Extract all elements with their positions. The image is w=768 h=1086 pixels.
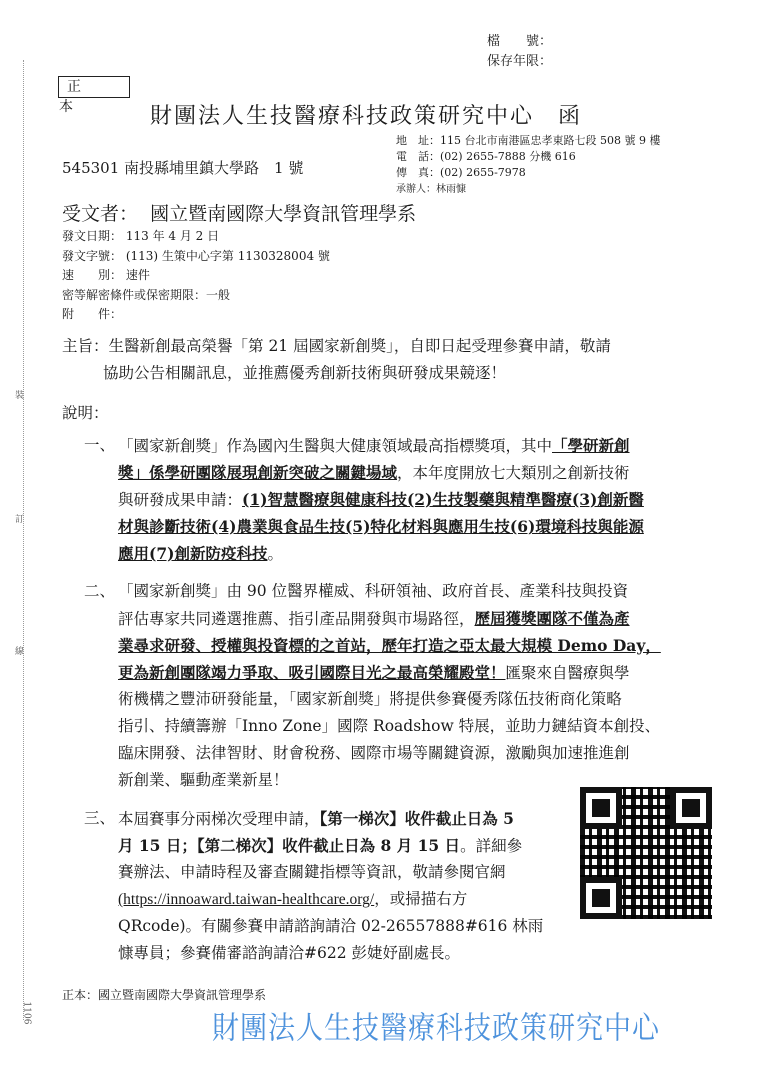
item1-line-1 [118,432,630,460]
item1-line-4: 材與診斷技術(4)農業與食品生技(5)特化材料與應用生技(6)環境科技與能源 [118,517,644,536]
doc-speed-value: 速件 [125,268,150,282]
sender-contact: 承辦人：林雨慷 [396,184,466,195]
doc-number-value: (113) 生策中心字第 1130328004 號 [125,249,330,263]
binding-mark-zhuang: 裝 [15,391,25,401]
copy-type-box: 正本 [58,76,130,98]
item1-text-2a: 獎」係學研團隊展現創新突破之關鍵場域 [118,463,398,482]
doc-speed [62,266,150,283]
qr-finder-top-left [580,787,622,829]
copy-to: 正本：國立暨南國際大學資訊管理學系 [62,988,267,1002]
item1-text-3b: (1)智慧醫療與健康科技(2)生技製藥與精準醫療(3)創新醫 [242,490,644,509]
item2-line-6: 指引、持續籌辦「Inno Zone」國際 Roadshow 特展，並助力鏈結資本創投、 [118,717,661,735]
item1-text-1a: 「國家新創獎」作為國內生醫與大健康領域最高指標獎項，其中 [118,437,553,455]
subject-label: 主旨： [62,337,109,355]
item1-text-2b: ，本年度開放七大類別之創新技術 [397,464,630,482]
subject-line-2: 協助公告相關訊息，並推薦優秀創新技術與研發成果競逐！ [103,364,507,382]
recipient-address: 545301 南投縣埔里鎮大學路 1 號 [62,159,304,177]
item3-line-2 [118,832,522,860]
item1-number: 一、 [84,436,116,454]
addressee-label: 受文者： [62,203,139,225]
retention-label: 保存年限： [487,54,553,69]
doc-number [62,247,330,264]
item3-number: 三、 [84,809,116,827]
official-website-link[interactable]: (https://innoaward.taiwan-healthcare.org/ [118,891,375,908]
item3-line-6: 慷專員；參賽備審諮詢請洽#622 彭婕妤副處長。 [118,944,461,962]
doc-date [62,227,219,244]
item2-text-4b: 匯聚來自醫療與學 [505,664,630,682]
doc-secrecy: 密等解密條件或保密期限：一般 [62,288,231,302]
item1-line-3 [118,486,644,514]
item1-line-2 [118,459,630,487]
item3-line-1 [118,805,514,833]
item2-line-7: 臨床開發、法律智財、財會稅務、國際市場等關鍵資源，激勵與加速推進創 [118,744,630,762]
document-title: 財團法人生技醫療科技政策研究中心 函 [150,104,583,129]
binding-line [23,60,24,1020]
item1-text-5a: 應用(7)創新防疫科技 [118,544,268,563]
doc-number-label: 發文字號： [62,249,123,263]
explanation-label: 說明： [62,404,109,422]
addressee [62,199,416,226]
sender-phone: 電 話：(02) 2655-7888 分機 616 [396,150,576,163]
binding-mark-xian: 線 [15,647,25,657]
item2-line-8: 新創業、驅動產業新星！ [118,771,289,789]
doc-date-label: 發文日期： [62,229,123,243]
item1-text-5b: 。 [267,545,283,563]
item3-text-1b: 【第一梯次】收件截止日為 5 [319,809,514,828]
item2-text-4a: 更為新創團隊竭力爭取、吸引國際目光之最高榮耀殿堂！ [118,663,506,682]
subject-text-1: 生醫新創最高榮譽「第 21 屆國家新創獎」，自即日起受理參賽申請，敬請 [108,337,611,355]
qr-finder-top-right [670,787,712,829]
item2-text-2b: 歷屆獲獎團隊不僅為產 [474,609,630,628]
subject-line-1 [62,333,611,360]
item2-line-5: 術機構之豐沛研發能量，「國家新創獎」將提供參賽優秀隊伍技術商化策略 [118,690,622,708]
item1-line-5 [118,540,283,568]
file-number-label: 檔 號： [487,34,553,49]
binding-mark-ding: 訂 [15,515,25,525]
item2-text-2a: 評估專家共同遴選推薦、指引產品開發與市場路徑， [118,610,475,628]
item2-line-4 [118,659,630,687]
qr-finder-bottom-left [580,877,622,919]
item3-text-2b: 。詳細參 [460,837,523,855]
item2-line-3: 業尋求研發、授權與投資標的之首站，歷年打造之亞太最大規模 Demo Day， [118,636,661,655]
item2-line-1: 「國家新創獎」由 90 位醫界權威、科研領袖、政府首長、產業科技與投資 [118,582,629,600]
item3-text-4b: ，或掃描右方 [374,890,468,908]
item2-line-2 [118,605,630,633]
qr-code[interactable] [580,787,712,919]
doc-speed-label: 速 別： [62,268,123,282]
item3-text-1a: 本屆賽事分兩梯次受理申請， [118,810,320,828]
page-number: 1106 [21,1001,32,1025]
sender-fax: 傳 真：(02) 2655-7978 [396,166,526,179]
sender-address: 地 址：115 台北市南港區忠孝東路七段 508 號 9 樓 [396,134,661,147]
item3-line-5: QRcode)。有關參賽申請諮詢請洽 02-26557888#616 林雨 [118,917,544,935]
doc-attachment-label: 附 件： [62,307,123,321]
item2-number: 二、 [84,582,116,600]
organization-seal: 財團法人生技醫療科技政策研究中心 [212,1011,660,1047]
doc-date-value: 113 年 4 月 2 日 [125,229,220,243]
addressee-name: 國立暨南國際大學資訊管理學系 [150,203,417,225]
item3-line-3: 賽辦法、申請時程及審查關鍵指標等資訊，敬請參閱官網 [118,863,506,881]
item1-text-1b: 「學研新創 [552,436,630,455]
item3-text-2a: 月 15 日；【第二梯次】收件截止日為 8 月 15 日 [118,836,461,855]
item3-line-4 [118,886,467,913]
item1-text-3a: 與研發成果申請： [118,491,243,509]
